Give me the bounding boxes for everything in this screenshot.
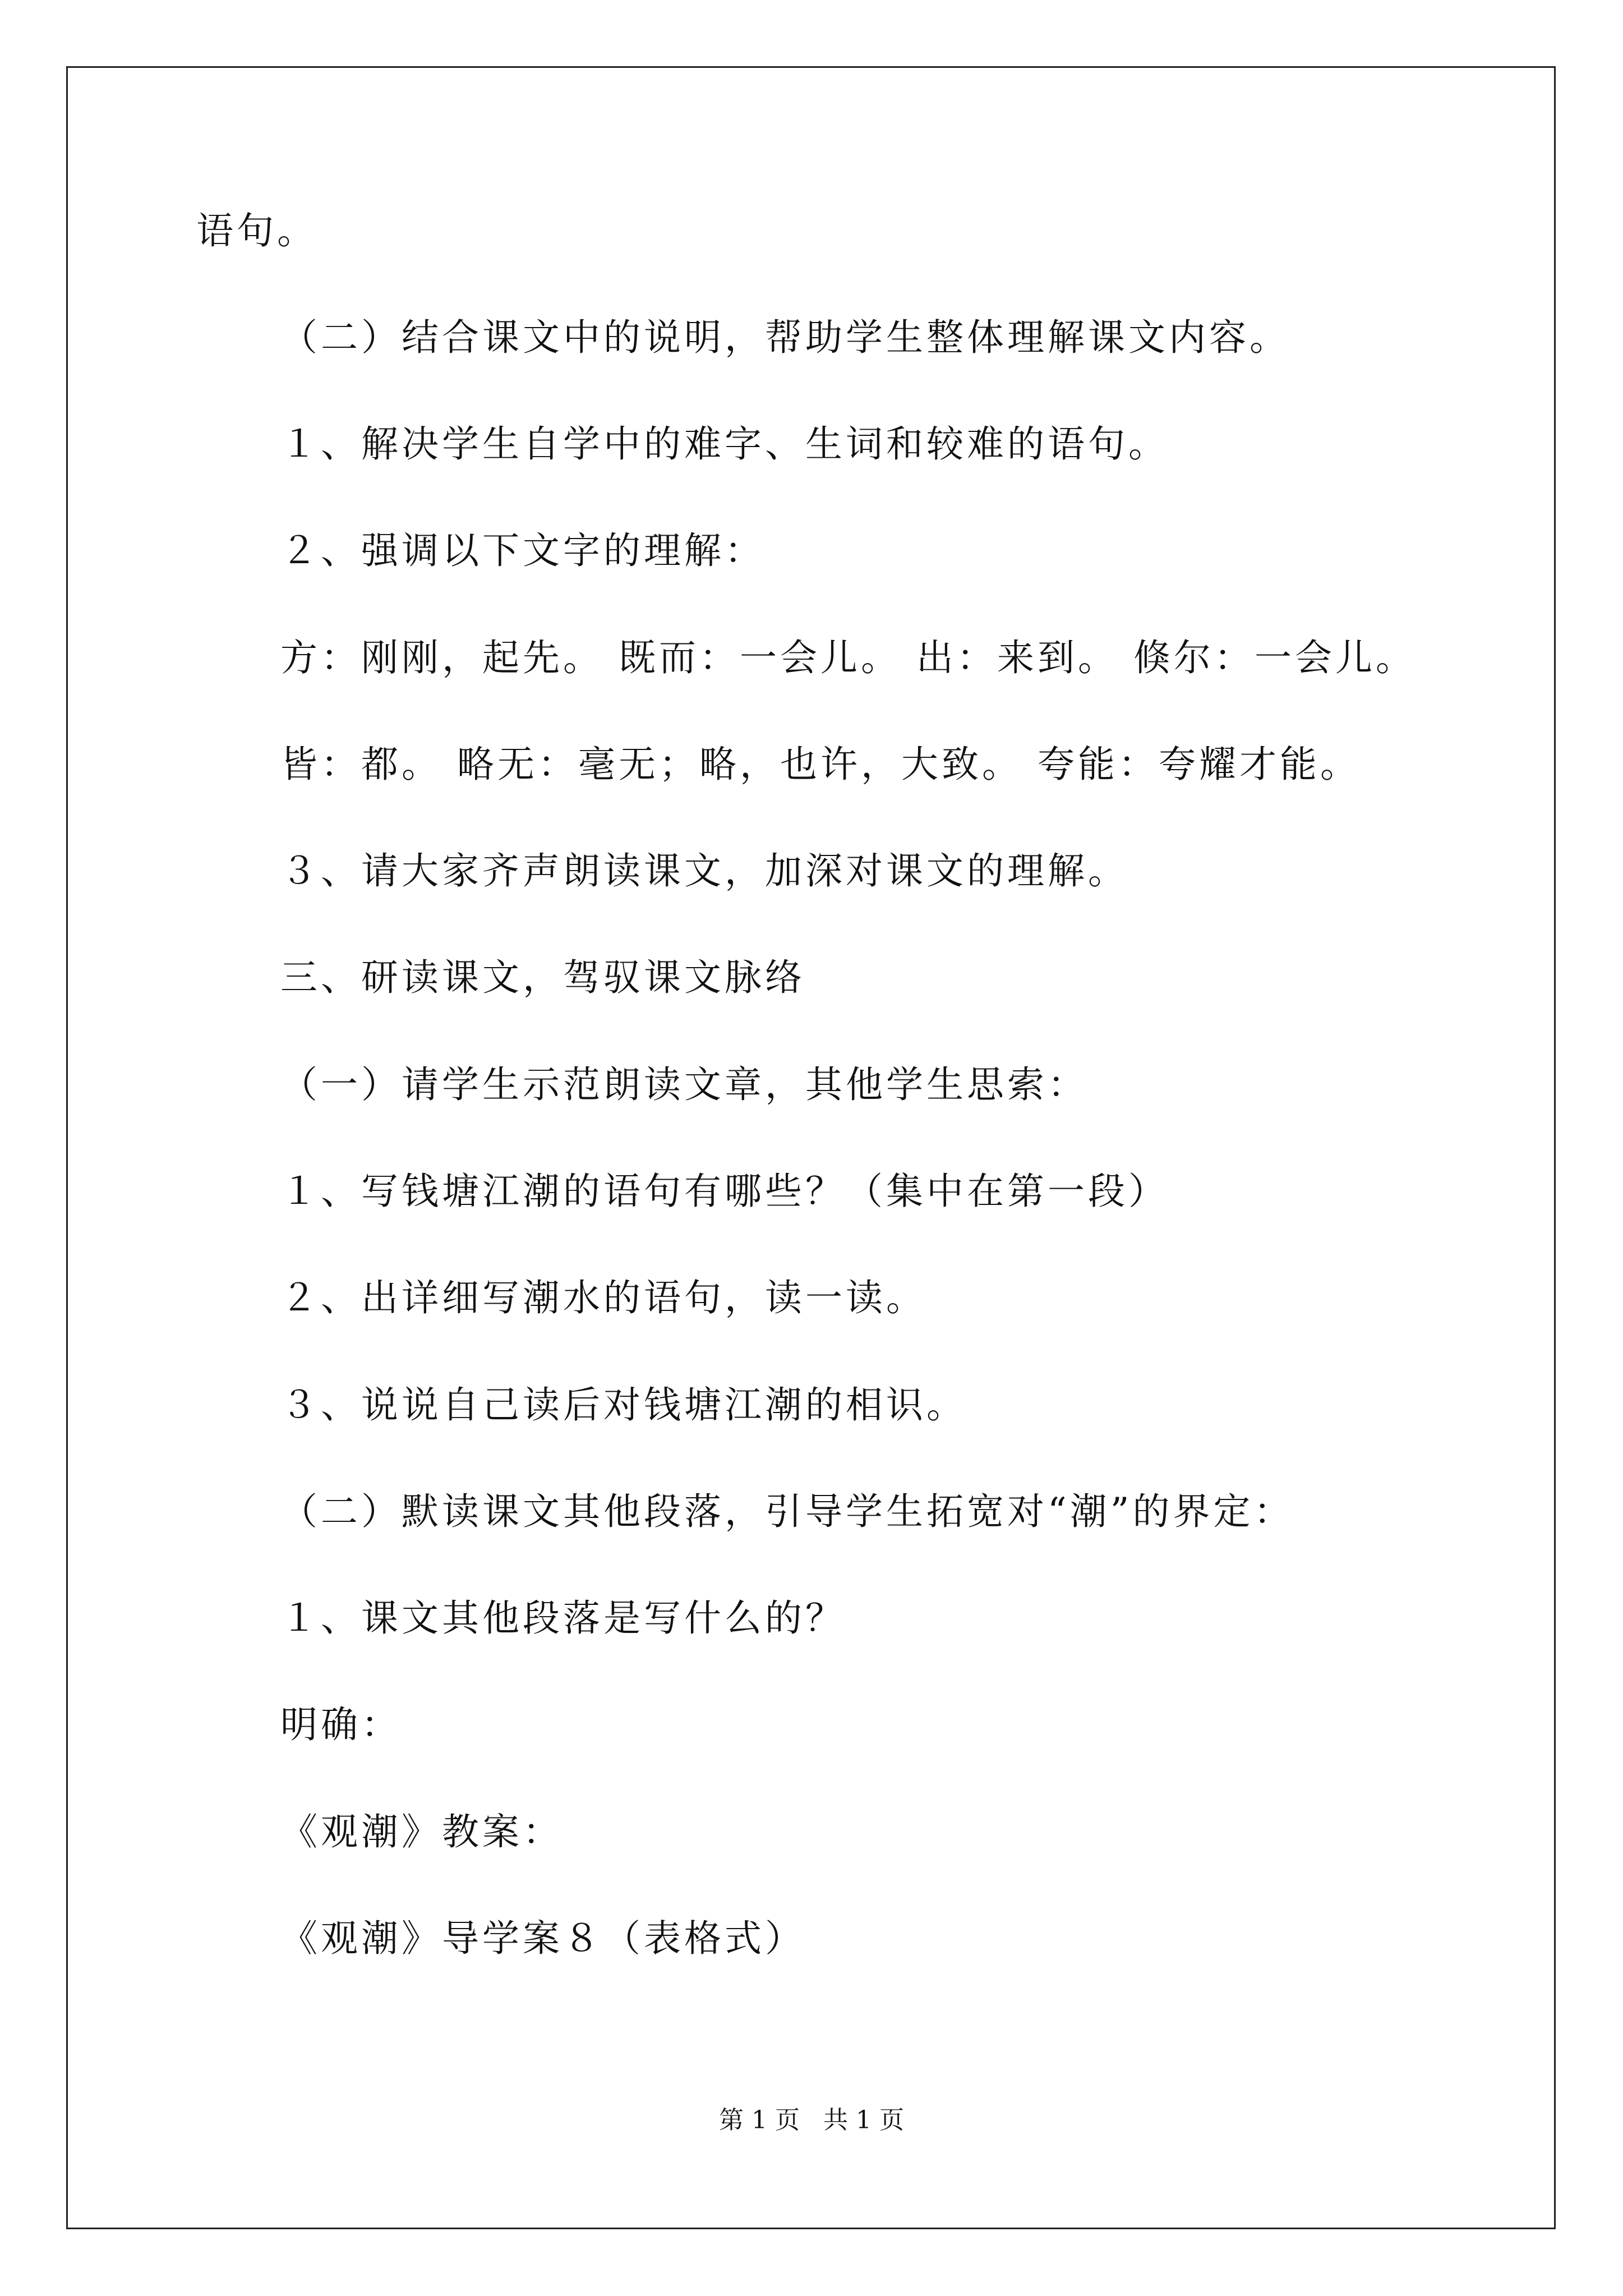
text-line-4: ２、强调以下文字的理解： xyxy=(280,529,765,572)
text-line-14: １、课文其他段落是写什么的？ xyxy=(280,1596,846,1640)
text-line-8: 三、研读课文，驾驭课文脉络 xyxy=(280,956,805,999)
page-border xyxy=(66,66,1556,2229)
text-line-17: 《观潮》导学案８（表格式） xyxy=(280,1917,805,1960)
text-line-12: ３、说说自己读后对钱塘江潮的相识。 xyxy=(280,1383,967,1427)
text-line-7: ３、请大家齐声朗读课文，加深对课文的理解。 xyxy=(280,849,1128,892)
text-line-2: （二）结合课文中的说明，帮助学生整体理解课文内容。 xyxy=(280,316,1290,359)
text-line-11: ２、出详细写潮水的语句，读一读。 xyxy=(280,1276,926,1319)
text-line-13: （二）默读课文其他段落，引导学生拓宽对“潮”的界定： xyxy=(280,1490,1294,1533)
text-line-1: 语句。 xyxy=(196,209,317,252)
page-footer: 第 1 页 共 1 页 xyxy=(719,2106,904,2134)
text-line-5: 方：刚刚，起先。 既而：一会儿。 出：来到。 倏尔：一会儿。 xyxy=(280,636,1416,679)
text-line-6: 皆：都。 略无：毫无；略，也许，大致。 夸能：夸耀才能。 xyxy=(280,743,1361,786)
text-line-15: 明确： xyxy=(280,1703,402,1746)
text-line-16: 《观潮》教案： xyxy=(280,1810,563,1853)
text-line-9: （一）请学生示范朗读文章，其他学生思索： xyxy=(280,1063,1088,1106)
text-line-10: １、写钱塘江潮的语句有哪些？（集中在第一段） xyxy=(280,1170,1169,1213)
text-line-3: １、解决学生自学中的难字、生词和较难的语句。 xyxy=(280,422,1169,466)
